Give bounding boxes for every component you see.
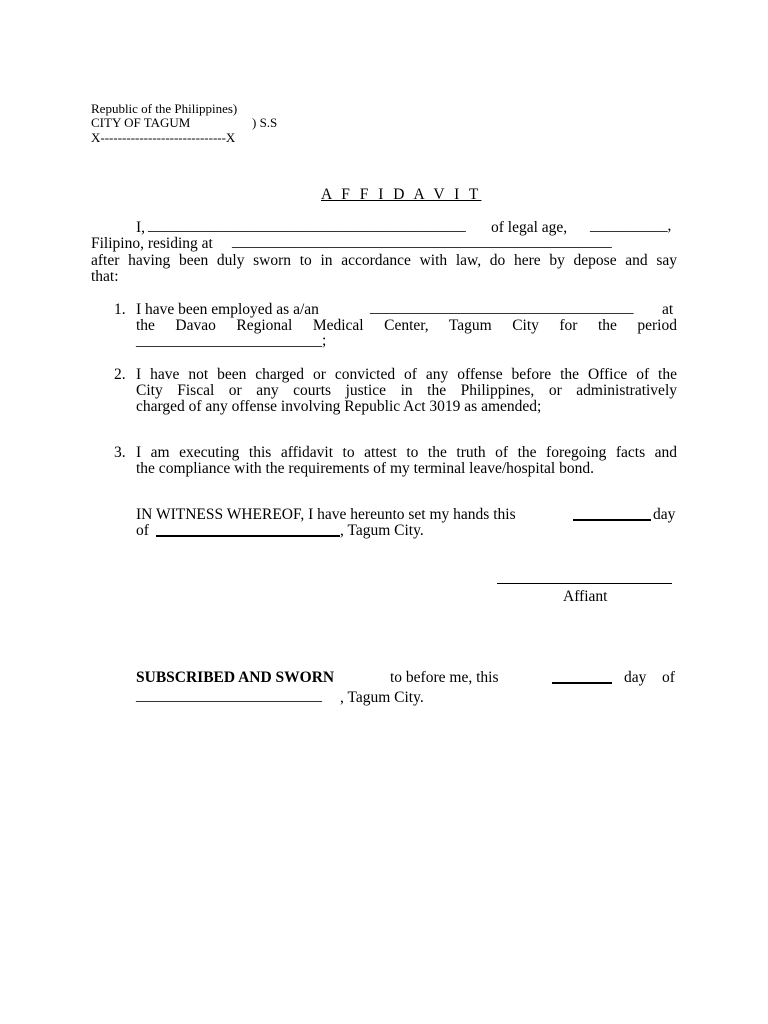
item-3-line1: I am executing this affidavit to attest to the truth of the foregoing facts and — [136, 444, 677, 461]
intro-legal-age: of legal age, — [491, 219, 568, 236]
item-3-number: 3. — [114, 444, 126, 461]
name-blank[interactable]: _________________________________________ — [148, 217, 466, 234]
item-2-line2: City Fiscal or any courts justice in the Philippines, or administratively — [136, 382, 677, 399]
header-republic: Republic of the Philippines) — [91, 101, 238, 116]
intro-residing: Filipino, residing at — [91, 235, 213, 252]
header-separator: X-----------------------------X — [91, 130, 236, 145]
item-1-number: 1. — [114, 301, 126, 318]
witness-tagum: , Tagum City. — [340, 522, 424, 539]
residence-blank[interactable]: _________________________________________________ — [232, 233, 612, 250]
item-2-line3: charged of any offense involving Republic Act 3019 as amended; — [136, 398, 542, 415]
affiant-signature-line[interactable] — [497, 583, 672, 584]
witness-day: day — [653, 506, 676, 523]
item-1-line2: the Davao Regional Medical Center, Tagum City for the period — [136, 317, 677, 334]
sworn-month-blank[interactable]: ________________________ — [136, 687, 322, 704]
day-blank[interactable] — [573, 519, 651, 521]
item-1-at: at — [662, 301, 674, 318]
header-city: CITY OF TAGUM — [91, 115, 191, 130]
affiant-label: Affiant — [563, 588, 608, 605]
position-blank[interactable]: __________________________________ — [370, 299, 634, 316]
sworn-day-blank[interactable] — [552, 682, 612, 684]
subscribed-day: day — [624, 669, 647, 686]
witness-of: of — [136, 522, 149, 539]
month-blank[interactable] — [156, 535, 340, 537]
subscribed-line1: to before me, this — [390, 669, 499, 686]
item-1-line1: I have been employed as a/an — [136, 301, 319, 318]
age-blank[interactable]: __________, — [590, 217, 672, 234]
intro-line4: that: — [91, 268, 119, 285]
witness-line1: IN WITNESS WHEREOF, I have hereunto set my hands this — [136, 506, 516, 523]
header-ss: ) S.S — [252, 115, 278, 130]
subscribed-of: of — [662, 669, 675, 686]
subscribed-sworn-label: SUBSCRIBED AND SWORN — [136, 669, 335, 686]
period-blank[interactable]: ________________________; — [136, 332, 327, 349]
item-3-line2: the compliance with the requirements of my terminal leave/hospital bond. — [136, 460, 594, 477]
subscribed-tagum: , Tagum City. — [340, 689, 424, 706]
item-2-line1: I have not been charged or convicted of any offense before the Office of the — [136, 366, 677, 383]
intro-i: I, — [136, 219, 146, 236]
document-title: A F F I D A V I T — [321, 186, 482, 203]
item-2-number: 2. — [114, 366, 126, 383]
intro-line3: after having been duly sworn to in accordance with law, do here by depose and say — [91, 252, 677, 269]
